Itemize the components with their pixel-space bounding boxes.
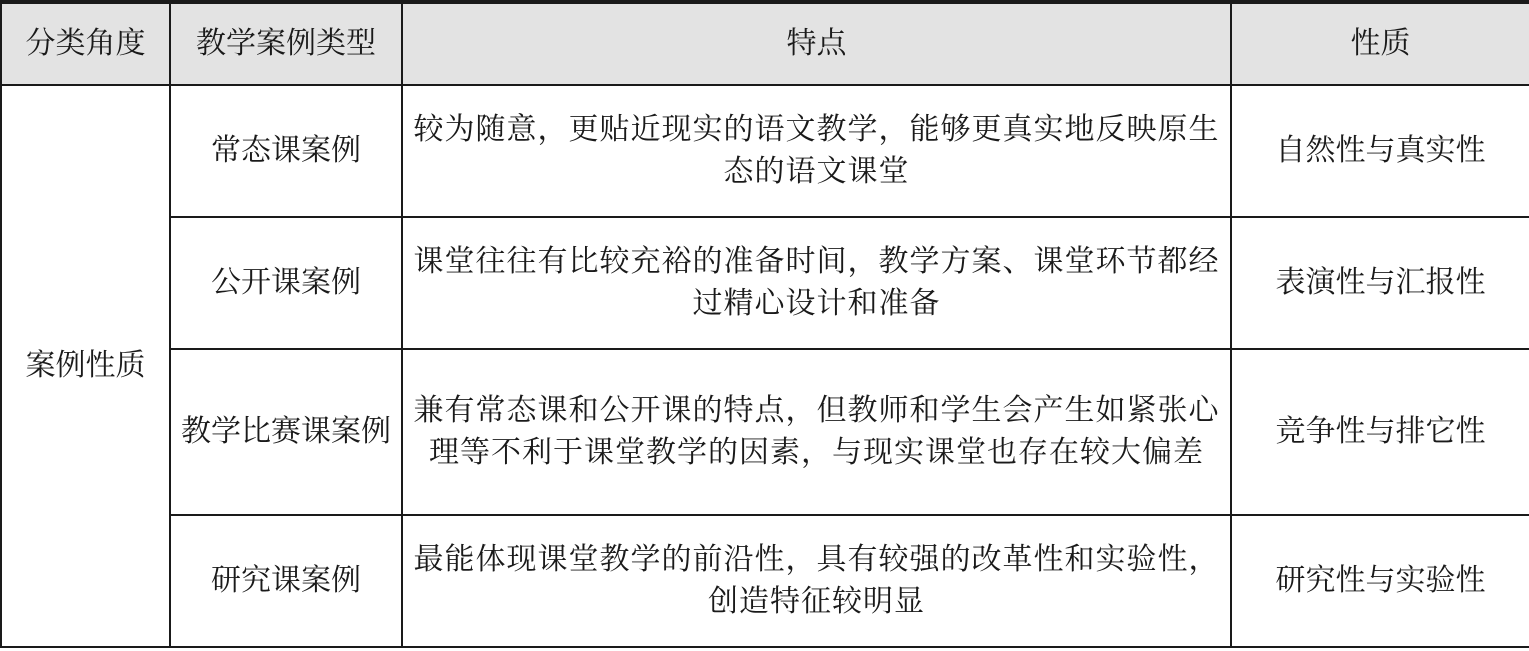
nature-cell: 研究性与实验性	[1231, 515, 1529, 647]
table-row	[1, 349, 1529, 515]
feature-cell: 较为随意，更贴近现实的语文教学，能够更真实地反映原生态的语文课堂	[402, 85, 1231, 217]
nature-cell: 自然性与真实性	[1231, 85, 1529, 217]
case-classification-table	[0, 2, 1529, 648]
feature-cell: 兼有常态课和公开课的特点，但教师和学生会产生如紧张心理等不利于课堂教学的因素，与现实课堂也存在较大偏差	[402, 349, 1231, 515]
feature-cell: 最能体现课堂教学的前沿性，具有较强的改革性和实验性，创造特征较明显	[402, 515, 1231, 647]
nature-cell: 竞争性与排它性	[1231, 349, 1529, 515]
case-type-cell: 研究课案例	[170, 515, 402, 647]
table-row	[1, 515, 1529, 647]
case-type-cell: 教学比赛课案例	[170, 349, 402, 515]
nature-cell: 表演性与汇报性	[1231, 217, 1529, 349]
table-header	[1, 3, 1529, 85]
header-case-type: 教学案例类型	[170, 3, 402, 85]
header-row	[1, 3, 1529, 85]
header-classification-angle: 分类角度	[1, 3, 170, 85]
feature-cell: 课堂往往有比较充裕的准备时间，教学方案、课堂环节都经过精心设计和准备	[402, 217, 1231, 349]
category-cell: 案例性质	[1, 85, 170, 647]
table-body	[1, 85, 1529, 647]
table-row	[1, 217, 1529, 349]
header-nature: 性质	[1231, 3, 1529, 85]
table-row	[1, 85, 1529, 217]
case-type-cell: 公开课案例	[170, 217, 402, 349]
case-type-cell: 常态课案例	[170, 85, 402, 217]
header-features: 特点	[402, 3, 1231, 85]
